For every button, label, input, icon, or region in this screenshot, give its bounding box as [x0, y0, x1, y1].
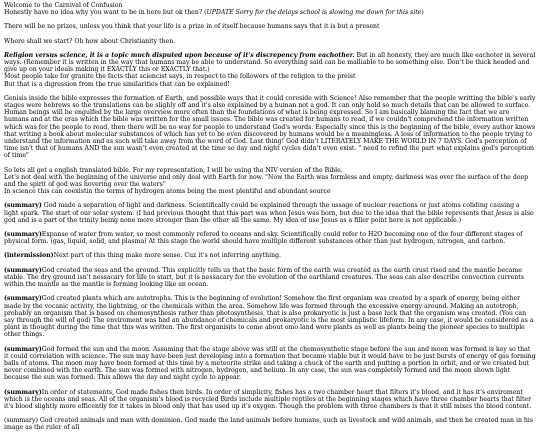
summary-6	[4, 389, 536, 411]
intermission-label: (intermission)	[4, 252, 54, 260]
summary-text: Expanse of water from water, so most commonly refered to oceans and sky. Scientifically could refer to H2O becoming one of the four different stages of physical form. (gas, liquid, solid, and plasma) At this stage the world should have multiple different substances other than just hydrogen, nitrogen, and carbon.	[4, 231, 523, 246]
summary-text: God formed the sun and the moon. Assuming that the stage above was still at the chemosynthetic stage before the sun and moon was formed is key so that it could correlation with science. The sun may have been just developing into a formation that became viable but it would have to be just bursts of energy of gas forming balls of atoms. The moon may have been formed at this time by a meteorite strike and taking a chuck of the earth and putting a portion in orbit, and or we created but never combined with the earth. The sun was formed with nitrogen, hydrogen, and helium. In any case, the sun was completely formed and the moon shown light because the sun was formed. This allows the day and night cycle to appear.	[4, 345, 536, 382]
welcome-line: Welcome to the Carnival of Confusion	[4, 2, 123, 9]
where-start-line: Where shall we start? Oh how about Christianity then.	[4, 37, 176, 45]
summary-italic: Jesus	[495, 209, 513, 217]
religion-lead: Religion versus science, it is a topic much disputed upon because of it's discrepency from eachother.	[4, 51, 355, 59]
summary-text-2: is also god and is a part of the trinity being none more stronger than the other all the same. My idea of use Jesus as a filler point here is not applicable.)	[4, 209, 534, 224]
cutoff-line: (summary) God created animals and man with dominion. God made the land animals before humans, such as livestock and wild animals, and then he created man in his image as the ruler of all	[4, 417, 534, 432]
summary-label: (summary)	[4, 345, 42, 353]
summary-text: In order of statements, God made fishes then birds. In order of simplicity, fishes has a two chamber heart that filters it's blood, and it has it's enviroment which is the oceans and seas. All of the organism's blood is recycled Birds include multiple reptiles at the beginning stages which have three chamber hearts that filter it's blood slightly more efficently for it takes in blood only that has used up it's oxygen. Though the problem with three chambers is that it still mixes the blood content.	[4, 388, 532, 410]
summary-text: God created the seas and the ground. This explicitly tells us that the basic form of the earth was created as the earth crust rised and the mantle became stable. The dry ground isn't nessacary for life to start, but it is nessacary for the evolution of the earthland creatures. The seas can also describe convection currents within the mantle as the mantle is forming looking like an ocean.	[4, 266, 524, 289]
summary-1	[4, 202, 536, 224]
religion-paragraph	[4, 52, 536, 74]
intermission-text: Next part of this thing make more sense. Cuz it's not inferring anything.	[53, 252, 282, 260]
summary-label: (summary)	[4, 266, 42, 274]
summary-text: God created plants which are autotrophs. This is the beginning of evolution! Somehow the first organism was created by a spark of energy, being either made by the vocanic activity, the lightning, or the chemicals within the area. Somehow life was formed through the excessive energy around. Making an autotroph, probably an organism that is based on chemosynthesis rather than photosynthesis, that is also prokaryotic is just a base luck that the organism was created. (You can say through the will of god) The enviroment was had an abundance of chemicals and prokaryotic is the most simplistic lifeform. In any case, it would be considered as a plant in thought during the time that this was written. The first organisits to come about omo land were plants as well as plants being the pioneer species to multiple other things.	[4, 295, 534, 339]
no-prizes-line: There will be no prizes, unless you think that your life is a prize in of itself because humans says that it is but a present	[4, 23, 380, 31]
update-note: UPDATE Sorry for the delays school is slowing me down for this site	[206, 9, 422, 17]
document-body	[4, 2, 536, 432]
genesis-paragraph: Genisis inside the bible expresses the formation of Earth, and possible ways that it could coreside with Science! Also remember that the people writting the bible's early stages were hebrews so the translations can be slighly off and it's also explained by a human not a god. It can only hold so much details that can be allowed to surface. Human beings will be engulfed by the large overview more often than the foundations of what is being expressed. So I am basically blaming the fact that we are humans and at the eras which the bible was written for the small issues. The bible was created for humans to read, if we couldn't comprehend the information written which was for the people to read, then there will be no way for people to understand God's words. Especially since this is the beginning of the bible, every author knows that writing a book about molecular substances of which has yet to be even discovered by humans would be a meaningless. A loss of information to the people trying to understand the information and as such will take away from the word of God. Last thing! God didn't LITERATELY MAKE THE WORLD IN 7 DAYS. God's perception of time isn't that of humans AND the sun wasn't even created at the time so day and night cycles didn't even exist. " need to refind the part what explains god's perception of time"	[4, 94, 536, 160]
religion-line-3: But that is a digression from the true similarities that can be explained!	[4, 80, 230, 88]
religion-line-2: Most people take for granite the facts that sciencist says, in respect to the followers of the religion to the preist	[4, 73, 356, 81]
summary-label: (summary)	[4, 295, 42, 303]
religion-rest: But in all honesty, they are much like eachoter in several ways. (Remember it is written in the way that humans may be able to understand. So everything said can be malliable to be something else. Don't be thick headed and give up on your ideals making it EXACTLY this or EXACTLY that.)	[4, 51, 536, 74]
translated-line-1: So lets all get a english translated bible. For my representation, I will be using the NIV version of the Bible.	[4, 166, 343, 174]
summary-label: (summary)	[4, 202, 42, 210]
intermission	[4, 252, 536, 259]
summary-text: God made a separation of light and darkness. Scientifically could be explained through the ussage of nuclear reactions or just atoms coliding causing a light spark. The start of our solar system. (I had previous thought that this part was when Jesus was born, but due to the idea that the bible represents that	[4, 202, 520, 217]
intro-close: )	[421, 9, 424, 17]
summary-label: (summary)	[4, 231, 42, 239]
intro-text: Honestly have no idea why you want to be in here but ok then? (	[4, 9, 207, 17]
translated-line-3: In science this can coexistin the terms of hydrogen atoms being the most plentiful and abundant source	[4, 188, 331, 196]
summary-4	[4, 295, 536, 338]
summary-2	[4, 231, 536, 245]
summary-label: (summary)	[4, 388, 42, 396]
translated-line-2: Let's not deal with the beginning of the universe and only deal with Earth for now. "Now the Earth was formless and empty, darkness was over the surface of the deep and the spirit of god was hovering over the waters"	[4, 173, 529, 189]
summary-5	[4, 346, 536, 382]
intro-line	[4, 9, 536, 16]
summary-3	[4, 267, 536, 289]
